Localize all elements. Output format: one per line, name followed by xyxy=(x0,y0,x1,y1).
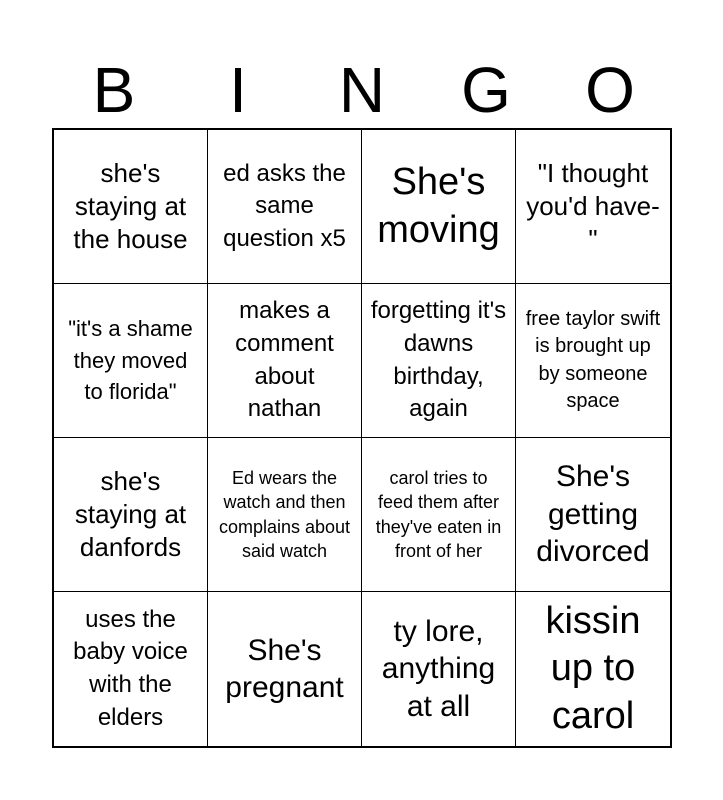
bingo-cell[interactable] xyxy=(54,592,208,746)
header-letter-n: N xyxy=(338,54,386,126)
header-letter-i: I xyxy=(229,54,247,126)
header-letter-b: B xyxy=(92,54,136,126)
cell-text: "I thought you'd have-" xyxy=(526,157,660,255)
cell-text: kissin up to carol xyxy=(545,599,641,737)
bingo-cell[interactable] xyxy=(208,592,362,746)
cell-text: forgetting it's dawns birthday, again xyxy=(370,297,507,423)
cell-text: she's staying at danfords xyxy=(74,465,187,563)
header-letter-o: O xyxy=(585,54,635,126)
cell-text: ed asks the same question x5 xyxy=(223,159,346,252)
cell-text: "it's a shame they moved to florida" xyxy=(68,315,193,405)
header-letter-g: G xyxy=(461,54,511,126)
bingo-cell[interactable] xyxy=(54,284,208,438)
bingo-cell[interactable] xyxy=(516,438,670,592)
cell-text: free taylor swift is brought up by someone space xyxy=(525,308,661,412)
cell-text: Ed wears the watch and then complains about said watch xyxy=(218,467,351,561)
cell-text: She's moving xyxy=(377,161,500,251)
bingo-cell[interactable] xyxy=(208,438,362,592)
bingo-cell[interactable] xyxy=(362,592,516,746)
bingo-board xyxy=(52,128,672,748)
bingo-cell[interactable] xyxy=(54,438,208,592)
bingo-cell[interactable] xyxy=(362,130,516,284)
bingo-cell[interactable] xyxy=(54,130,208,284)
bingo-cell[interactable] xyxy=(362,438,516,592)
bingo-cell[interactable] xyxy=(208,284,362,438)
bingo-cell[interactable] xyxy=(208,130,362,284)
cell-text: She's pregnant xyxy=(225,633,344,704)
bingo-cell[interactable] xyxy=(516,284,670,438)
cell-text: she's staying at the house xyxy=(73,157,188,255)
cell-text: makes a comment about nathan xyxy=(235,297,334,423)
bingo-cell[interactable] xyxy=(362,284,516,438)
cell-text: She's getting divorced xyxy=(536,460,650,569)
cell-text: ty lore, anything at all xyxy=(381,614,496,723)
cell-text: carol tries to feed them after they've eaten in front of her xyxy=(375,467,502,561)
bingo-cell[interactable] xyxy=(516,130,670,284)
bingo-header xyxy=(52,52,672,128)
cell-text: uses the baby voice with the elders xyxy=(73,605,188,731)
bingo-cell[interactable] xyxy=(516,592,670,746)
